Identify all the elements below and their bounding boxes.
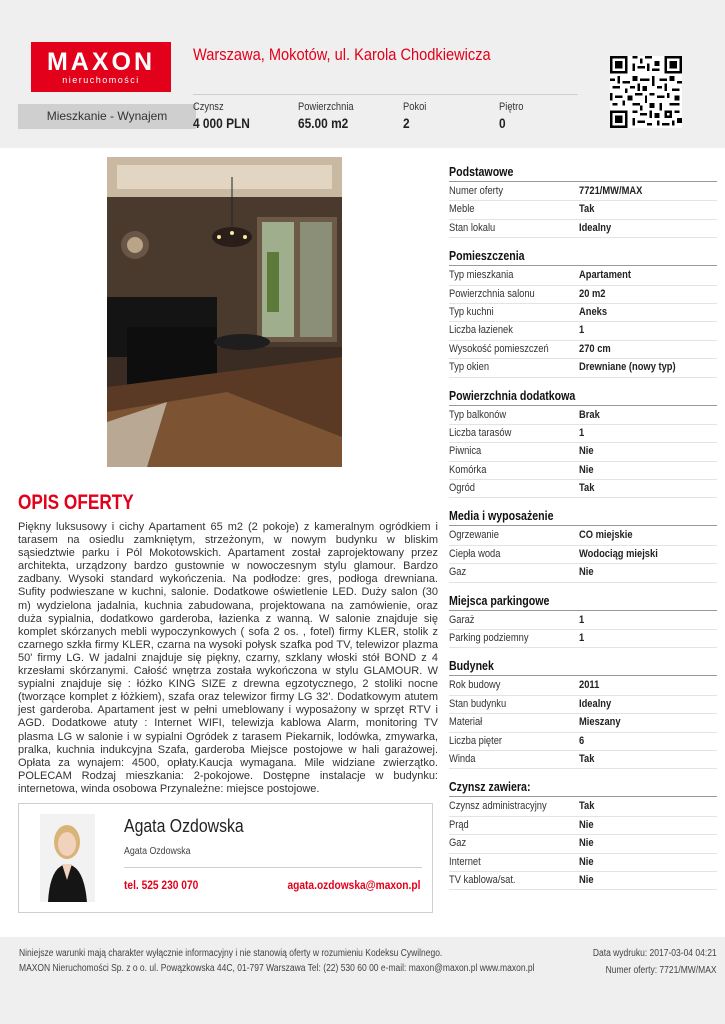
detail-key: Numer oferty <box>449 185 504 197</box>
maxon-logo[interactable] <box>31 42 171 92</box>
detail-key: Typ kuchni <box>449 305 494 318</box>
detail-value: Wodociąg miejski <box>579 547 658 560</box>
section-gap <box>449 648 717 658</box>
detail-row <box>449 267 717 285</box>
detail-value: Tak <box>579 752 595 765</box>
fact-label: Pokoi <box>403 101 427 113</box>
detail-row <box>449 201 717 219</box>
section-heading <box>449 508 717 526</box>
qr-code-icon <box>610 56 682 128</box>
fact-rent <box>193 101 260 131</box>
detail-value: Mieszany <box>579 716 621 729</box>
agent-subtitle: Agata Ozdowska <box>124 846 191 857</box>
footer <box>0 937 725 1024</box>
detail-key: Gaz <box>449 566 467 579</box>
detail-key: Meble <box>449 203 475 216</box>
detail-value: Brak <box>579 408 600 421</box>
detail-key: Stan lokalu <box>449 221 496 234</box>
detail-value: Tak <box>579 482 595 495</box>
detail-value: Aneks <box>579 305 608 318</box>
fact-value: 65.00 m2 <box>298 115 349 131</box>
detail-key: Ogród <box>449 482 475 495</box>
detail-row <box>449 612 717 630</box>
detail-row <box>449 407 717 425</box>
detail-key: Typ okien <box>449 361 490 374</box>
detail-key: Prąd <box>449 818 469 831</box>
detail-key: Materiał <box>449 716 483 729</box>
detail-row <box>449 564 717 582</box>
detail-key: Piwnica <box>449 445 482 458</box>
detail-value: Tak <box>579 203 595 216</box>
detail-row <box>449 817 717 835</box>
section-title: Miejsca parkingowe <box>449 593 550 608</box>
detail-key: Winda <box>449 752 476 765</box>
logo-sub: nieruchomości <box>62 75 140 85</box>
detail-row <box>449 798 717 816</box>
detail-key: Komórka <box>449 463 487 476</box>
detail-key: Liczba tarasów <box>449 426 512 439</box>
detail-value: 7721/MW/MAX <box>579 185 643 197</box>
detail-value: 2011 <box>579 679 600 692</box>
detail-row <box>449 714 717 732</box>
section-title: Powierzchnia dodatkowa <box>449 388 576 403</box>
agent-avatar <box>40 814 95 902</box>
agent-phone-link[interactable]: tel. 525 230 070 <box>124 878 199 892</box>
section-heading <box>449 248 717 266</box>
section-heading <box>449 779 717 797</box>
detail-key: Stan budynku <box>449 697 507 710</box>
detail-key: Internet <box>449 855 481 868</box>
detail-row <box>449 286 717 304</box>
detail-row <box>449 696 717 714</box>
detail-row <box>449 443 717 461</box>
detail-key: Ogrzewanie <box>449 529 499 542</box>
fact-value: 4 000 PLN <box>193 115 250 131</box>
detail-key: Czynsz administracyjny <box>449 800 547 813</box>
footer-disclaimer: Niniejsze warunki mają charakter wyłącznie informacyjny i nie stanowią oferty w rozumieniu Kodeksu Cywilnego. <box>19 948 443 959</box>
agent-name: Agata Ozdowska <box>124 816 244 836</box>
agent-divider <box>124 867 422 868</box>
detail-value: Apartament <box>579 269 631 282</box>
detail-row <box>449 304 717 322</box>
detail-key: Parking podziemny <box>449 632 529 645</box>
description-title: OPIS OFERTY <box>18 491 134 514</box>
detail-row <box>449 183 717 201</box>
detail-row <box>449 462 717 480</box>
fact-floor <box>499 101 528 131</box>
detail-key: TV kablowa/sat. <box>449 873 516 886</box>
detail-row <box>449 527 717 545</box>
header-divider <box>193 94 578 95</box>
detail-row <box>449 630 717 648</box>
logo-main: MAXON <box>46 48 156 76</box>
description-text: Piękny luksusowy i cichy Apartament 65 m2 (2 pokoje) z kameralnym ogródkiem i tarasem na osiedlu zamkniętym, strzeżonym, w nowym budynku w bliskim sąsiedztwie parku i Pól Mokotowskich. Apartament został zaprojektowany przez architekta, urządzony bardzo gustownie w nowoczesnym stylu glamour. Bardzo zadbany. Wysoki standard wykończenia. Na podłodze: gres, podłoga drewniana. Sufity podwieszane w kuchni, salonie. Dodatkowe oświetlenie LED. Duży salon (30 m) wydzielona jadalnia, kuchnia zabudowana, projektowana na zamówienie, oraz duża sypialnia, dodatkowo garderoba, łazienka z wanną. W salonie znajduje się komplet skórzanych mebli wypoczynkowych ( sofa 2 os. , fotel) firmy KLER, stolik z czarnego szkła firmy KLER, czarna na wysoki połysk szafka pod TV, telewizor plazma 50' firmy LG. W jadalni znajduje się piękny, czarny, szklany włoski stół BOND z 4 krzesłami skórzanymi. Całość wnętrza została wykończona w stylu GLAMOUR. W sypialni znajduje się : łóżko KING SIZE z drewna egzotycznego, 2 stoliki nocne (tworzące komplet z łóżkiem), szafa oraz telewizor firmy LG 32'. Dodatkowym atutem jest garderoba. Apartament jest w pełni umeblowany i wyposażony w sprzęt RTV i AGD. Dodatkowe atuty : Internet WIFI, telewizja kablowa Alarm, monitoring TV plasma LG w salonie i w sypialni Ogródek z tarasem Piekarnik, lodówka, zmywarka, pralka, kuchnia indukcyjna Szafa, garderoba Miejsce postojowe w hali garażowej. Opłata za wynajem: 4500, opłaty.Kaucja wymagana. Mile widziane zwierzątko. POLECAM Rodzaj mieszkania: 2-pokojowe. Dostępne instalacje w budynku: internetowa, winda osobowa Przynależne: miejsce postojowe. <box>18 521 438 795</box>
fact-label: Czynsz <box>193 101 224 113</box>
detail-row <box>449 341 717 359</box>
section-title: Podstawowe <box>449 165 514 179</box>
section-gap <box>449 378 717 388</box>
fact-label: Piętro <box>499 101 524 113</box>
detail-row <box>449 751 717 769</box>
footer-company: MAXON Nieruchomości Sp. z o o. ul. Powązkowska 44C, 01-797 Warszawa Tel: (22) 530 60 00 e-mail: maxon@maxon.pl www.maxon.pl <box>19 963 535 974</box>
section-heading <box>449 658 717 676</box>
section-title: Pomieszczenia <box>449 249 525 264</box>
detail-value: Nie <box>579 818 594 831</box>
detail-value: CO miejskie <box>579 529 633 542</box>
detail-row <box>449 872 717 890</box>
detail-value: Nie <box>579 855 594 868</box>
detail-row <box>449 425 717 443</box>
section-heading <box>449 388 717 406</box>
detail-row <box>449 546 717 564</box>
detail-row <box>449 733 717 751</box>
section-heading <box>449 164 717 182</box>
section-gap <box>449 769 717 779</box>
detail-row <box>449 322 717 340</box>
detail-key: Rok budowy <box>449 679 501 692</box>
detail-row <box>449 220 717 238</box>
detail-key: Typ balkonów <box>449 408 507 421</box>
detail-key: Gaz <box>449 837 467 850</box>
fact-rooms <box>403 101 431 131</box>
detail-key: Ciepła woda <box>449 547 501 560</box>
detail-value: 20 m2 <box>579 287 606 300</box>
detail-value: 1 <box>579 324 585 337</box>
section-heading <box>449 593 717 611</box>
offer-type-badge: Mieszkanie - Wynajem <box>18 104 196 129</box>
detail-row <box>449 359 717 377</box>
detail-value: 6 <box>579 734 585 747</box>
fact-value: 0 <box>499 115 506 131</box>
apartment-photo[interactable] <box>107 157 342 467</box>
detail-key: Liczba pięter <box>449 734 503 747</box>
detail-value: Nie <box>579 445 594 458</box>
header <box>0 0 725 148</box>
detail-value: 1 <box>579 613 585 626</box>
section-title: Budynek <box>449 659 494 674</box>
agent-card <box>18 803 433 913</box>
section-gap <box>449 583 717 593</box>
fact-value: 2 <box>403 115 410 131</box>
detail-value: Drewniane (nowy typ) <box>579 361 676 374</box>
detail-row <box>449 835 717 853</box>
offer-details <box>449 164 717 890</box>
detail-row <box>449 854 717 872</box>
footer-offer-number: Numer oferty: 7721/MW/MAX <box>605 965 717 976</box>
footer-print-date: Data wydruku: 2017-03-04 04:21 <box>593 948 717 959</box>
fact-area <box>298 101 363 131</box>
detail-value: Idealny <box>579 697 612 710</box>
section-gap <box>449 498 717 508</box>
section-gap <box>449 238 717 248</box>
detail-key: Typ mieszkania <box>449 269 514 282</box>
detail-row <box>449 677 717 695</box>
detail-value: 1 <box>579 632 585 645</box>
detail-value: Nie <box>579 566 594 579</box>
section-title: Czynsz zawiera: <box>449 780 531 795</box>
offer-address: Warszawa, Mokotów, ul. Karola Chodkiewicza <box>193 45 491 64</box>
section-title: Media i wyposażenie <box>449 509 554 524</box>
detail-value: Nie <box>579 463 594 476</box>
detail-value: Nie <box>579 873 594 886</box>
detail-key: Wysokość pomieszczeń <box>449 342 549 355</box>
detail-key: Liczba łazienek <box>449 324 513 337</box>
detail-value: Nie <box>579 837 594 850</box>
detail-key: Garaż <box>449 613 475 626</box>
detail-value: Tak <box>579 800 595 813</box>
detail-value: 1 <box>579 426 585 439</box>
agent-email-link[interactable]: agata.ozdowska@maxon.pl <box>287 878 420 892</box>
fact-label: Powierzchnia <box>298 101 354 113</box>
detail-value: 270 cm <box>579 342 611 355</box>
detail-row <box>449 480 717 498</box>
detail-key: Powierzchnia salonu <box>449 287 535 300</box>
detail-value: Idealny <box>579 221 612 234</box>
